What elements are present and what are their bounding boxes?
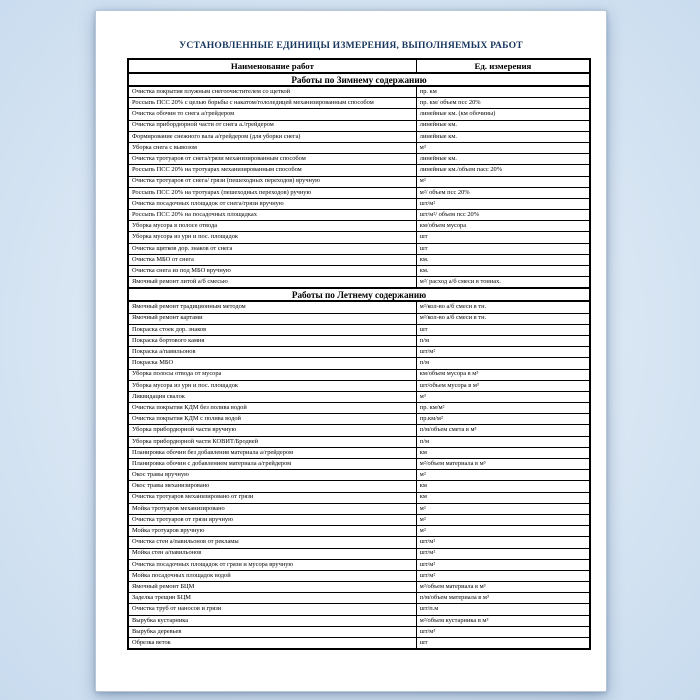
- table-row: [128, 638, 590, 650]
- work-name-cell: Окос травы вручную: [128, 470, 416, 481]
- table-row: [128, 86, 590, 98]
- unit-cell: п/м: [416, 436, 590, 447]
- work-name-cell: Россыпь ПСС 20% на тротуарах (пешеходных переходов) ручную: [128, 187, 416, 198]
- work-name-cell: Очистка тротуаров от снега/грязи механизированным способом: [128, 154, 416, 165]
- unit-cell: км/объем мусора в м³: [416, 369, 590, 380]
- work-name-cell: Вырубка деревьев: [128, 626, 416, 637]
- table-row: [128, 301, 590, 313]
- section-header-row: [128, 288, 590, 301]
- work-name-cell: Покраска МБО: [128, 358, 416, 369]
- unit-cell: шт/м²: [416, 570, 590, 581]
- unit-cell: пр. км/м²: [416, 403, 590, 414]
- table-row: [128, 391, 590, 402]
- unit-cell: шт/м²: [416, 559, 590, 570]
- table-row: [128, 109, 590, 120]
- unit-cell: шт/м²: [416, 347, 590, 358]
- table-row: [128, 503, 590, 514]
- table-row: [128, 380, 590, 391]
- work-name-cell: Очистка тротуаров механизировано от грязи: [128, 492, 416, 503]
- unit-cell: шт/объем мусора в м³: [416, 380, 590, 391]
- work-name-cell: Уборка мусора в полосе отвода: [128, 221, 416, 232]
- unit-cell: м²: [416, 176, 590, 187]
- unit-cell: шт/м²: [416, 198, 590, 209]
- unit-cell: м²/ объем псс 20%: [416, 187, 590, 198]
- table-row: [128, 142, 590, 153]
- work-name-cell: Россыпь ПСС 20% на посадочных площадках: [128, 210, 416, 221]
- table-row: [128, 582, 590, 593]
- table-row: [128, 447, 590, 458]
- table-row: [128, 187, 590, 198]
- table-row: [128, 120, 590, 131]
- work-name-cell: Очистка покрытия плужным снегоочистителем со щеткой: [128, 86, 416, 98]
- work-name-cell: Очистка посадочных площадок от снега/грязи вручную: [128, 198, 416, 209]
- unit-cell: км.: [416, 266, 590, 277]
- work-name-cell: Ямочный ремонт картами: [128, 313, 416, 324]
- table-row: [128, 593, 590, 604]
- work-name-cell: Очистка посадочных площадок от грязи и мусора вручную: [128, 559, 416, 570]
- unit-cell: км.: [416, 254, 590, 265]
- unit-cell: м²: [416, 526, 590, 537]
- work-name-cell: Ямочный ремонт традиционным методом: [128, 301, 416, 313]
- unit-cell: м³: [416, 391, 590, 402]
- unit-cell: шт/м²: [416, 548, 590, 559]
- unit-cell: линейные км./объем пасс 20%: [416, 165, 590, 176]
- table-row: [128, 414, 590, 425]
- section-title: Работы по Зимнему содержанию: [128, 73, 590, 86]
- table-row: [128, 221, 590, 232]
- table-row: [128, 514, 590, 525]
- work-name-cell: Мойка посадочных площадок водой: [128, 570, 416, 581]
- work-name-cell: Очистка покрытия КДМ без полива водой: [128, 403, 416, 414]
- unit-cell: км: [416, 492, 590, 503]
- work-name-cell: Очистка прибордюрной части от снега а./грейдером: [128, 120, 416, 131]
- table-row: [128, 615, 590, 626]
- table-row: [128, 425, 590, 436]
- unit-cell: пр. км/ объем псс 20%: [416, 98, 590, 109]
- table-row: [128, 347, 590, 358]
- unit-cell: п/м: [416, 358, 590, 369]
- table-row: [128, 369, 590, 380]
- table-row: [128, 604, 590, 615]
- table-row: [128, 459, 590, 470]
- unit-cell: шт: [416, 638, 590, 650]
- unit-cell: км: [416, 447, 590, 458]
- work-name-cell: Очистка стен а/павильонов от рекламы: [128, 537, 416, 548]
- work-name-cell: Планировка обочин без добавления материала а/грейдером: [128, 447, 416, 458]
- table-row: [128, 313, 590, 324]
- unit-cell: м³: [416, 142, 590, 153]
- unit-cell: м²/объем кустарника в м³: [416, 615, 590, 626]
- page-title: УСТАНОВЛЕННЫЕ ЕДИНИЦЫ ИЗМЕРЕНИЯ, ВЫПОЛНЯЕМЫХ РАБОТ: [179, 40, 523, 51]
- work-name-cell: Покраска стоек дор. знаков: [128, 324, 416, 335]
- table-row: [128, 324, 590, 335]
- unit-cell: линейные км.: [416, 131, 590, 142]
- unit-cell: шт/п.м: [416, 604, 590, 615]
- section-header-row: [128, 73, 590, 86]
- table-row: [128, 626, 590, 637]
- document-page: [95, 10, 607, 692]
- table-row: [128, 335, 590, 346]
- unit-cell: линейные км. (км обочины): [416, 109, 590, 120]
- work-name-cell: Уборка мусора из урн и пос. площадок: [128, 380, 416, 391]
- unit-cell: м²/кол-во а/б смеси в тн.: [416, 313, 590, 324]
- work-name-cell: Заделка трещин БЦМ: [128, 593, 416, 604]
- column-header-work-name: Наименование работ: [128, 59, 416, 73]
- work-name-cell: Очистка МБО от снега: [128, 254, 416, 265]
- work-name-cell: Покраска а/павильонов: [128, 347, 416, 358]
- unit-cell: м²: [416, 470, 590, 481]
- unit-cell: пр. км: [416, 86, 590, 98]
- unit-cell: пр.км/м²: [416, 414, 590, 425]
- table-row: [128, 403, 590, 414]
- work-name-cell: Уборка мусора из урн и пос. площадок: [128, 232, 416, 243]
- units-of-measure-table: [127, 58, 591, 650]
- work-name-cell: Очистка тротуаров от грязи вручную: [128, 514, 416, 525]
- unit-cell: линейные км.: [416, 154, 590, 165]
- unit-cell: м²/кол-во а/б смеси в тн.: [416, 301, 590, 313]
- table-row: [128, 154, 590, 165]
- table-row: [128, 165, 590, 176]
- unit-cell: п/м/объем смета в м³: [416, 425, 590, 436]
- column-header-unit: Ед. измерения: [416, 59, 590, 73]
- work-name-cell: Мойка тротуаров механизировано: [128, 503, 416, 514]
- work-name-cell: Обрезка веток: [128, 638, 416, 650]
- work-name-cell: Ямочный ремонт БЦМ: [128, 582, 416, 593]
- unit-cell: м²/объем материала в м³: [416, 582, 590, 593]
- work-name-cell: Уборка прибордюрной части КОВИТ/Бродвей: [128, 436, 416, 447]
- unit-cell: шт/м³: [416, 626, 590, 637]
- work-name-cell: Мойка стен а/павильонов: [128, 548, 416, 559]
- work-name-cell: Очистка труб от наносов и грязи: [128, 604, 416, 615]
- work-name-cell: Уборка прибордюрной части вручную: [128, 425, 416, 436]
- table-row: [128, 266, 590, 277]
- table-row: [128, 176, 590, 187]
- table-row: [128, 436, 590, 447]
- unit-cell: м²: [416, 503, 590, 514]
- unit-cell: шт: [416, 243, 590, 254]
- work-name-cell: Очистка обочин то снега а/грейдером: [128, 109, 416, 120]
- table-row: [128, 470, 590, 481]
- table-row: [128, 358, 590, 369]
- work-name-cell: Ямочный ремонт литой а/б смесью: [128, 277, 416, 289]
- unit-cell: п/м/объем материала в м³: [416, 593, 590, 604]
- table-row: [128, 131, 590, 142]
- table-row: [128, 526, 590, 537]
- table-row: [128, 232, 590, 243]
- work-name-cell: Очистка снега из под МБО вручную: [128, 266, 416, 277]
- unit-cell: шт: [416, 232, 590, 243]
- table-row: [128, 570, 590, 581]
- table-row: [128, 243, 590, 254]
- table-body: [128, 73, 590, 649]
- work-name-cell: Планировка обочин с добавлением материала а/грейдером: [128, 459, 416, 470]
- table-row: [128, 210, 590, 221]
- unit-cell: м²/объем материала в м³: [416, 459, 590, 470]
- work-name-cell: Россыпь ПСС 20% с целью борьбы с накатом/гололедицей механизированным способом: [128, 98, 416, 109]
- table-header-row: [128, 59, 590, 73]
- table-row: [128, 277, 590, 289]
- work-name-cell: Формирование снежного вала а/грейдером (для уборки снега): [128, 131, 416, 142]
- unit-cell: линейные км.: [416, 120, 590, 131]
- table-row: [128, 198, 590, 209]
- table-row: [128, 548, 590, 559]
- work-name-cell: Покраска бортового камня: [128, 335, 416, 346]
- unit-cell: шт: [416, 324, 590, 335]
- unit-cell: м²: [416, 514, 590, 525]
- unit-cell: п/м: [416, 335, 590, 346]
- unit-cell: км/объем мусора: [416, 221, 590, 232]
- table-row: [128, 492, 590, 503]
- table-row: [128, 98, 590, 109]
- unit-cell: км: [416, 481, 590, 492]
- work-name-cell: Россыпь ПСС 20% на тротуарах механизированным способом: [128, 165, 416, 176]
- work-name-cell: Мойка тротуаров вручную: [128, 526, 416, 537]
- work-name-cell: Очистка покрытия КДМ с полива водой: [128, 414, 416, 425]
- unit-cell: шт/м²/ объем псс 20%: [416, 210, 590, 221]
- work-name-cell: Ликвидация свалок: [128, 391, 416, 402]
- work-name-cell: Очистка тротуаров от снега/ грязи (пешеходных переходов) вручную: [128, 176, 416, 187]
- table-row: [128, 559, 590, 570]
- table-row: [128, 481, 590, 492]
- work-name-cell: Вырубка кустарника: [128, 615, 416, 626]
- section-title: Работы по Летнему содержанию: [128, 288, 590, 301]
- unit-cell: м²/ расход а/б смеси в тоннах.: [416, 277, 590, 289]
- work-name-cell: Уборка снега с вывозом: [128, 142, 416, 153]
- work-name-cell: Окос травы механизировано: [128, 481, 416, 492]
- unit-cell: шт/м²: [416, 537, 590, 548]
- table-row: [128, 537, 590, 548]
- table-row: [128, 254, 590, 265]
- work-name-cell: Очистка щитков дор. знаков от снега: [128, 243, 416, 254]
- work-name-cell: Уборка полосы отвода от мусора: [128, 369, 416, 380]
